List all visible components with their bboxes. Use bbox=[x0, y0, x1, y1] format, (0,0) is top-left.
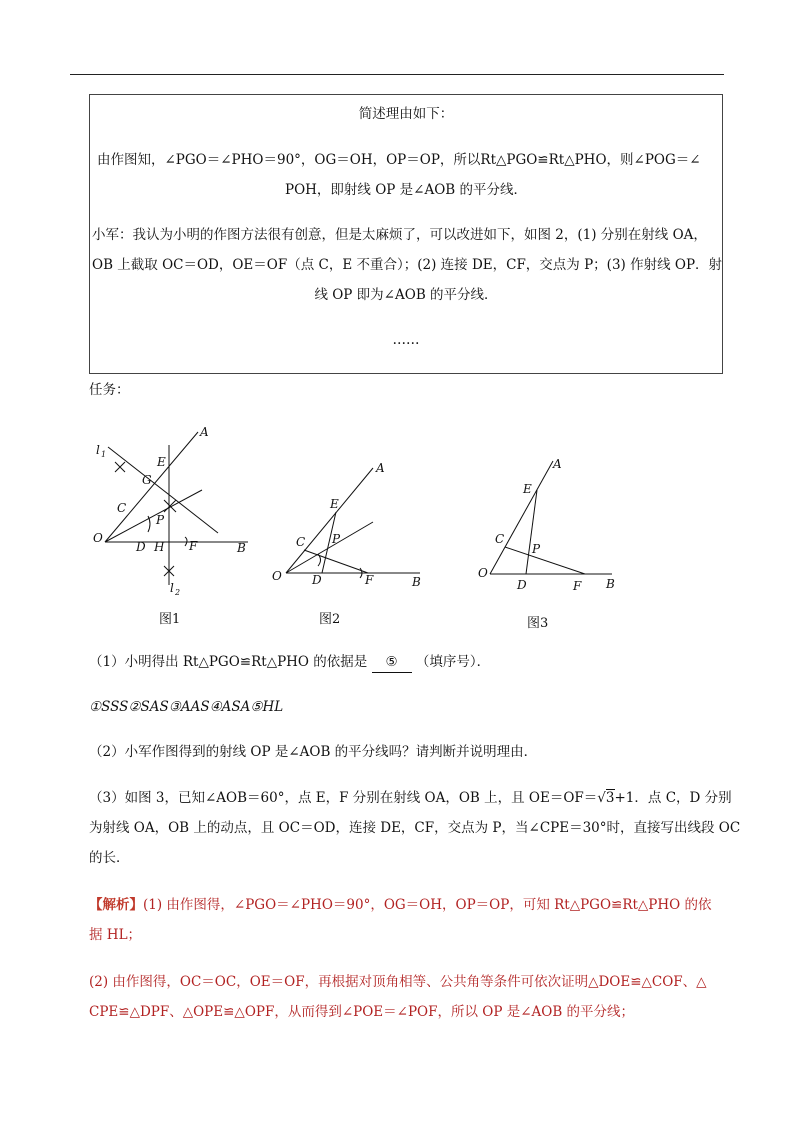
svg-text:l: l bbox=[170, 581, 174, 595]
sqrt-sign: √ bbox=[597, 790, 606, 806]
svg-text:F: F bbox=[365, 573, 374, 587]
figure-1-caption: 图1 bbox=[159, 612, 181, 627]
svg-text:P: P bbox=[332, 532, 341, 546]
svg-text:G: G bbox=[142, 473, 152, 487]
figure-3-caption: 图3 bbox=[527, 616, 549, 631]
question-1-options: ①SSS②SAS③AAS④ASA⑤HL bbox=[89, 699, 284, 715]
question-3-line-2: 为射线 OA，OB 上的动点，且 OC＝OD，连接 DE，CF，交点为 P，当∠CPE＝30°时，直接写出线段 OC bbox=[89, 820, 741, 836]
figure-2-diagram bbox=[268, 460, 428, 590]
svg-text:1: 1 bbox=[101, 450, 107, 459]
svg-text:A: A bbox=[553, 457, 562, 471]
box-paragraph-2-line-3: 线 OP 即为∠AOB 的平分线． bbox=[314, 287, 498, 303]
svg-text:P: P bbox=[156, 513, 165, 527]
question-3-text-a: （3）如图 3，已知∠AOB＝60°，点 E，F 分别在射线 OA，OB 上，且 OE＝OF＝ bbox=[89, 790, 598, 806]
svg-text:C: C bbox=[296, 535, 306, 549]
figure-1-diagram bbox=[90, 420, 260, 605]
solution-1-text: (1) 由作图得，∠PGO＝∠PHO＝90°，OG＝OH，OP＝OP，可知 Rt△PGO≌Rt△PHO 的依 bbox=[143, 897, 712, 913]
question-1 bbox=[89, 652, 490, 673]
svg-text:A: A bbox=[376, 461, 385, 475]
figure-3-diagram bbox=[475, 455, 620, 600]
task-label: 任务： bbox=[89, 382, 130, 398]
figure-2-caption: 图2 bbox=[319, 612, 341, 627]
svg-text:D: D bbox=[312, 573, 322, 587]
svg-text:E: E bbox=[330, 497, 339, 511]
question-3-line-1 bbox=[89, 788, 732, 808]
question-1-text-after: （填序号）． bbox=[415, 654, 491, 670]
box-ellipsis: …… bbox=[392, 332, 420, 348]
solution-tag: 【解析】 bbox=[89, 897, 143, 913]
solution-2-line-2: CPE≌△DPF、△OPE≌△OPF，从而得到∠POE＝∠POF，所以 OP 是∠AOB 的平分线； bbox=[89, 1004, 635, 1020]
svg-text:C: C bbox=[495, 532, 505, 546]
box-paragraph-2-line-1: 小军：我认为小明的作图方法很有创意，但是太麻烦了，可以改进如下，如图 2，(1) 分别在射线 OA， bbox=[92, 227, 707, 243]
box-paragraph-2-line-2: OB 上截取 OC＝OD，OE＝OF（点 C，E 不重合）；(2) 连接 DE，CF，交点为 P；(3) 作射线 OP．射 bbox=[92, 257, 723, 273]
box-paragraph-1-line-1: 由作图知，∠PGO＝∠PHO＝90°，OG＝OH，OP＝OP，所以Rt△PGO≌Rt△PHO，则∠POG＝∠ bbox=[97, 152, 701, 168]
question-3-text-b: +1．点 C，D 分别 bbox=[614, 790, 732, 806]
svg-text:F: F bbox=[189, 539, 198, 553]
svg-text:O: O bbox=[93, 531, 103, 545]
svg-text:O: O bbox=[478, 566, 488, 580]
svg-text:B: B bbox=[606, 577, 615, 591]
svg-text:2: 2 bbox=[175, 588, 181, 597]
box-title: 简述理由如下： bbox=[358, 106, 454, 122]
svg-text:D: D bbox=[136, 540, 146, 554]
svg-text:P: P bbox=[532, 542, 541, 556]
question-1-text: （1）小明得出 Rt△PGO≌Rt△PHO 的依据是 bbox=[89, 654, 368, 670]
solution-1-line-1 bbox=[89, 895, 712, 915]
svg-text:B: B bbox=[237, 541, 246, 555]
solution-2-line-1: (2) 由作图得，OC＝OC，OE＝OF，再根据对顶角相等、公共角等条件可依次证明△DOE≌△COF、△ bbox=[89, 974, 707, 990]
svg-text:C: C bbox=[117, 501, 127, 515]
svg-text:E: E bbox=[523, 482, 532, 496]
svg-text:l: l bbox=[96, 443, 100, 457]
solution-1-line-2: 据 HL； bbox=[89, 927, 142, 943]
svg-text:H: H bbox=[154, 540, 165, 554]
question-3-line-3: 的长． bbox=[89, 850, 130, 866]
box-paragraph-1-line-2: POH，即射线 OP 是∠AOB 的平分线． bbox=[285, 182, 527, 198]
sqrt-radicand: 3 bbox=[605, 790, 615, 806]
svg-text:A: A bbox=[200, 425, 209, 439]
svg-text:F: F bbox=[573, 579, 582, 593]
question-1-answer-blank: ⑤ bbox=[372, 652, 412, 673]
svg-text:B: B bbox=[412, 575, 421, 589]
svg-text:O: O bbox=[272, 569, 282, 583]
header-rule bbox=[70, 74, 724, 75]
question-2: （2）小军作图得到的射线 OP 是∠AOB 的平分线吗？请判断并说明理由． bbox=[89, 744, 538, 760]
svg-text:E: E bbox=[157, 455, 166, 469]
svg-text:D: D bbox=[517, 578, 527, 592]
